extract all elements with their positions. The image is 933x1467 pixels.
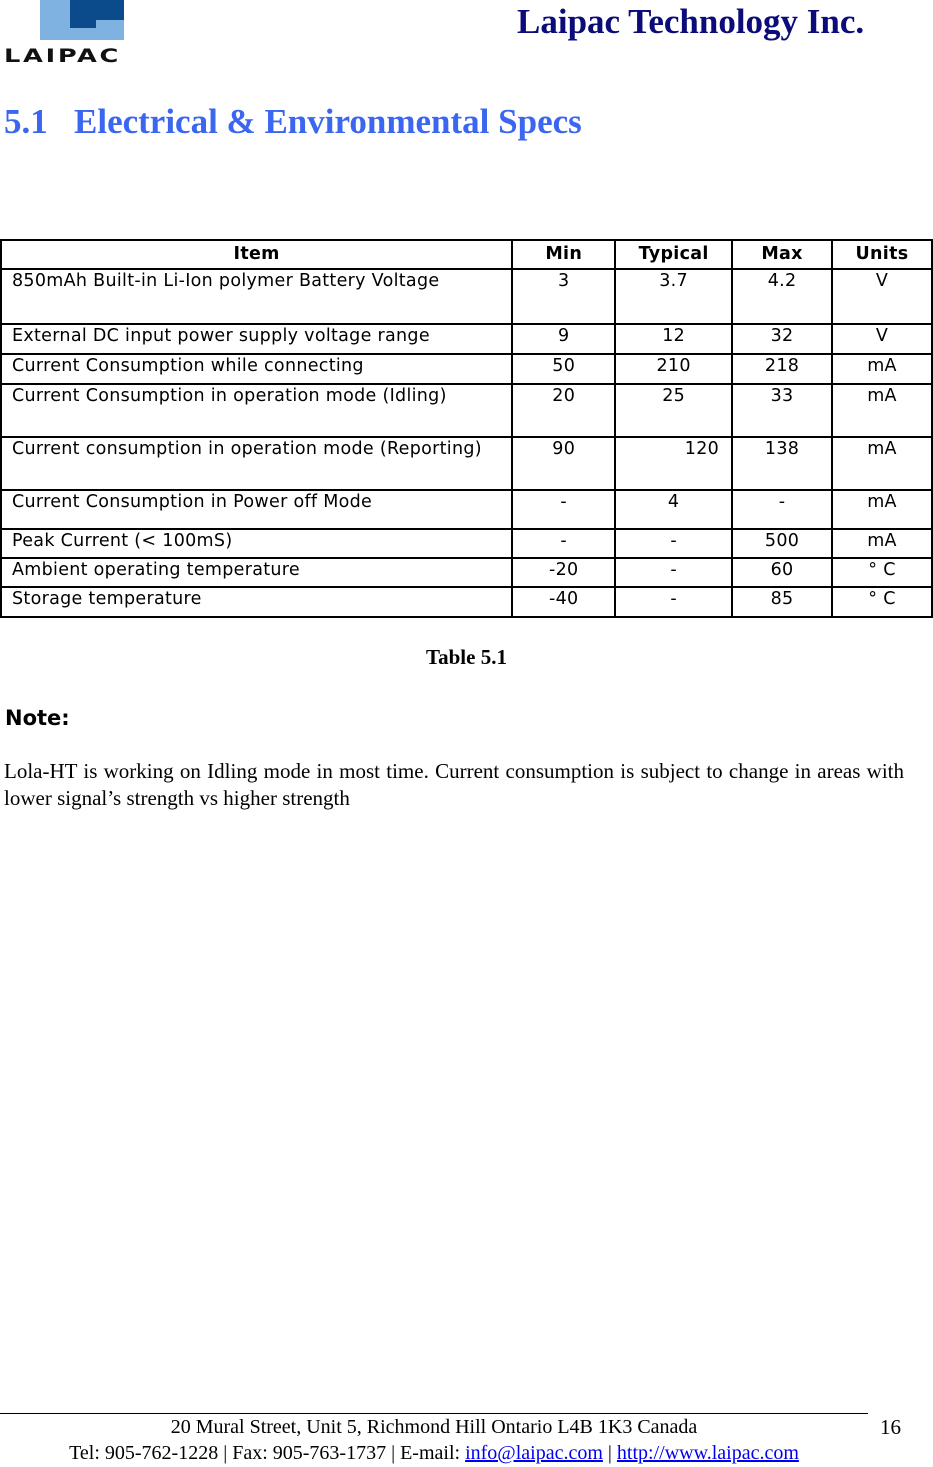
footer-contact-text: Tel: 905-762-1228 | Fax: 905-763-1737 | E-mail: [69,1442,466,1464]
cell-max: 218 [732,354,832,384]
cell-item: 850mAh Built-in Li-Ion polymer Battery Voltage [1,269,512,324]
column-header-item: Item [1,240,512,269]
cell-units: V [832,269,932,324]
company-name: Laipac Technology Inc. [517,2,865,41]
note-body: Lola-HT is working on Idling mode in most time. Current consumption is subject to change in areas with lower signal’s strength vs higher strength [4,759,904,810]
cell-max: 4.2 [732,269,832,324]
cell-units: mA [832,529,932,558]
cell-typical: - [615,529,732,558]
cell-item: Peak Current (< 100mS) [1,529,512,558]
cell-typical: 120 [615,437,732,490]
table-row [1,529,932,558]
cell-min: 20 [512,384,615,437]
cell-item: Current Consumption in Power off Mode [1,490,512,529]
logo-dark-square-stem [70,0,96,28]
cell-item: Current Consumption while connecting [1,354,512,384]
cell-max: 32 [732,324,832,354]
cell-typical: 4 [615,490,732,529]
cell-units: mA [832,384,932,437]
cell-min: - [512,529,615,558]
footer-address: 20 Mural Street, Unit 5, Richmond Hill Ontario L4B 1K3 Canada [170,1416,698,1438]
cell-units: mA [832,490,932,529]
table-row [1,354,932,384]
laipac-logo [4,0,156,68]
cell-typical: 25 [615,384,732,437]
cell-max: 85 [732,587,832,617]
specs-table [0,239,933,618]
cell-typical: 210 [615,354,732,384]
table-row [1,437,932,490]
website-link[interactable]: http://www.laipac.com [616,1442,799,1464]
table-row [1,587,932,617]
cell-item: Ambient operating temperature [1,558,512,587]
section-number: 5.1 [4,102,48,141]
cell-min: 3 [512,269,615,324]
column-header-min: Min [512,240,615,269]
cell-min: -40 [512,587,615,617]
table-row [1,384,932,437]
page-number: 16 [880,1415,901,1439]
cell-min: 50 [512,354,615,384]
table-row [1,558,932,587]
cell-typical: 12 [615,324,732,354]
column-header-max: Max [732,240,832,269]
cell-units: ° C [832,587,932,617]
cell-item: Current consumption in operation mode (Reporting) [1,437,512,490]
cell-units: V [832,324,932,354]
cell-units: mA [832,437,932,490]
cell-typical: 3.7 [615,269,732,324]
cell-item: Storage temperature [1,587,512,617]
cell-max: - [732,490,832,529]
email-link[interactable]: info@laipac.com [465,1442,603,1464]
footer-separator: | [602,1442,617,1464]
table-row [1,269,932,324]
cell-min: - [512,490,615,529]
logo-wordmark: LAIPAC [4,45,122,67]
cell-units: mA [832,354,932,384]
column-header-units: Units [832,240,932,269]
column-header-typical: Typical [615,240,732,269]
cell-typical: - [615,558,732,587]
cell-units: ° C [832,558,932,587]
cell-min: 90 [512,437,615,490]
table-row [1,490,932,529]
footer-contact [0,1440,868,1466]
cell-max: 138 [732,437,832,490]
table-header-row [1,240,932,269]
cell-max: 500 [732,529,832,558]
cell-item: External DC input power supply voltage range [1,324,512,354]
cell-item: Current Consumption in operation mode (Idling) [1,384,512,437]
cell-min: -20 [512,558,615,587]
cell-min: 9 [512,324,615,354]
table-row [1,324,932,354]
section-title: Electrical & Environmental Specs [74,102,582,141]
table-caption: Table 5.1 [426,645,507,669]
section-heading [4,100,582,144]
cell-max: 60 [732,558,832,587]
cell-max: 33 [732,384,832,437]
note-heading: Note: [5,706,70,730]
cell-typical: - [615,587,732,617]
